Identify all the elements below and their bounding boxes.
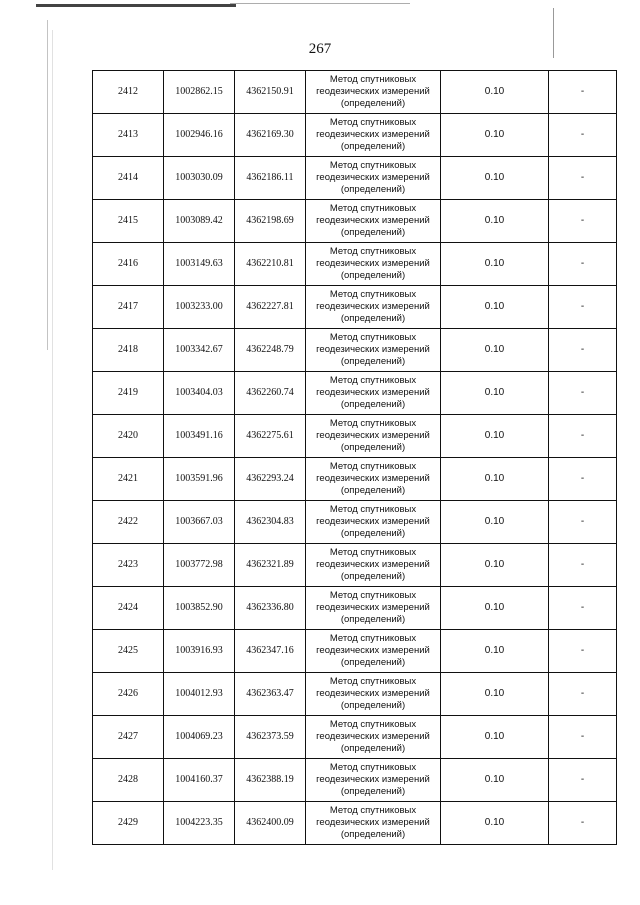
method-text-line2: геодезических измерений: [316, 172, 430, 183]
y-coordinate-cell: 4362304.83: [235, 501, 306, 544]
method-text-line2: геодезических измерений: [316, 774, 430, 785]
point-number-cell: 2420: [93, 415, 164, 458]
accuracy-cell: 0.10: [441, 716, 549, 759]
point-number-cell: 2424: [93, 587, 164, 630]
scan-artifact-top-faint: [230, 3, 410, 4]
method-text-line2: геодезических измерений: [316, 344, 430, 355]
point-number-cell: 2425: [93, 630, 164, 673]
x-coordinate-cell: 1003852.90: [164, 587, 235, 630]
method-text-line1: Метод спутниковых: [329, 762, 417, 773]
note-cell: -: [549, 71, 617, 114]
method-text-line1: Метод спутниковых: [329, 590, 417, 601]
table-row: [93, 415, 617, 458]
accuracy-cell: 0.10: [441, 544, 549, 587]
method-text-line1: Метод спутниковых: [329, 117, 417, 128]
method-text-line1: Метод спутниковых: [329, 633, 417, 644]
note-cell: -: [549, 200, 617, 243]
point-number-cell: 2412: [93, 71, 164, 114]
table-row: [93, 372, 617, 415]
method-text-line2: геодезических измерений: [316, 387, 430, 398]
accuracy-cell: 0.10: [441, 329, 549, 372]
method-text-line2: геодезических измерений: [316, 817, 430, 828]
table-row: [93, 200, 617, 243]
method-text-line3: (определений): [340, 528, 406, 539]
note-cell: -: [549, 114, 617, 157]
scan-artifact-top: [36, 4, 236, 7]
method-text-line3: (определений): [340, 313, 406, 324]
point-number-cell: 2426: [93, 673, 164, 716]
y-coordinate-cell: 4362336.80: [235, 587, 306, 630]
x-coordinate-cell: 1003772.98: [164, 544, 235, 587]
method-text-line3: (определений): [340, 786, 406, 797]
y-coordinate-cell: 4362169.30: [235, 114, 306, 157]
table-row: [93, 587, 617, 630]
accuracy-cell: 0.10: [441, 802, 549, 845]
note-cell: -: [549, 329, 617, 372]
accuracy-cell: 0.10: [441, 243, 549, 286]
x-coordinate-cell: 1003404.03: [164, 372, 235, 415]
x-coordinate-cell: 1003667.03: [164, 501, 235, 544]
method-text-line3: (определений): [340, 442, 406, 453]
x-coordinate-cell: 1004160.37: [164, 759, 235, 802]
x-coordinate-cell: 1003149.63: [164, 243, 235, 286]
coordinates-table-body: [93, 71, 617, 845]
method-cell: [306, 501, 441, 544]
y-coordinate-cell: 4362400.09: [235, 802, 306, 845]
method-text-line3: (определений): [340, 356, 406, 367]
method-cell: [306, 157, 441, 200]
note-cell: -: [549, 759, 617, 802]
method-text-line3: (определений): [340, 657, 406, 668]
y-coordinate-cell: 4362210.81: [235, 243, 306, 286]
accuracy-cell: 0.10: [441, 71, 549, 114]
method-text-line1: Метод спутниковых: [329, 805, 417, 816]
table-row: [93, 501, 617, 544]
point-number-cell: 2419: [93, 372, 164, 415]
method-text-line1: Метод спутниковых: [329, 547, 417, 558]
x-coordinate-cell: 1003030.09: [164, 157, 235, 200]
x-coordinate-cell: 1002946.16: [164, 114, 235, 157]
x-coordinate-cell: 1003342.67: [164, 329, 235, 372]
method-text-line2: геодезических измерений: [316, 86, 430, 97]
page-number: 267: [308, 41, 332, 57]
method-text-line2: геодезических измерений: [316, 559, 430, 570]
point-number-cell: 2415: [93, 200, 164, 243]
accuracy-cell: 0.10: [441, 200, 549, 243]
x-coordinate-cell: 1004223.35: [164, 802, 235, 845]
point-number-cell: 2416: [93, 243, 164, 286]
point-number-cell: 2428: [93, 759, 164, 802]
method-cell: [306, 71, 441, 114]
method-text-line3: (определений): [340, 98, 406, 109]
accuracy-cell: 0.10: [441, 458, 549, 501]
method-cell: [306, 759, 441, 802]
x-coordinate-cell: 1003089.42: [164, 200, 235, 243]
y-coordinate-cell: 4362186.11: [235, 157, 306, 200]
method-text-line1: Метод спутниковых: [329, 676, 417, 687]
point-number-cell: 2414: [93, 157, 164, 200]
method-text-line2: геодезических измерений: [316, 688, 430, 699]
x-coordinate-cell: 1003491.16: [164, 415, 235, 458]
accuracy-cell: 0.10: [441, 673, 549, 716]
y-coordinate-cell: 4362347.16: [235, 630, 306, 673]
table-row: [93, 759, 617, 802]
method-text-line3: (определений): [340, 399, 406, 410]
note-cell: -: [549, 673, 617, 716]
method-text-line3: (определений): [340, 743, 406, 754]
method-text-line3: (определений): [340, 829, 406, 840]
method-text-line2: геодезических измерений: [316, 602, 430, 613]
method-text-line3: (определений): [340, 485, 406, 496]
table-row: [93, 114, 617, 157]
method-text-line2: геодезических измерений: [316, 258, 430, 269]
point-number-cell: 2423: [93, 544, 164, 587]
note-cell: -: [549, 286, 617, 329]
method-text-line1: Метод спутниковых: [329, 289, 417, 300]
table-row: [93, 716, 617, 759]
note-cell: -: [549, 415, 617, 458]
method-text-line3: (определений): [340, 270, 406, 281]
method-cell: [306, 673, 441, 716]
table-row: [93, 329, 617, 372]
table-row: [93, 544, 617, 587]
method-text-line1: Метод спутниковых: [329, 418, 417, 429]
point-number-cell: 2429: [93, 802, 164, 845]
method-text-line2: геодезических измерений: [316, 473, 430, 484]
method-cell: [306, 329, 441, 372]
accuracy-cell: 0.10: [441, 630, 549, 673]
y-coordinate-cell: 4362275.61: [235, 415, 306, 458]
point-number-cell: 2417: [93, 286, 164, 329]
x-coordinate-cell: 1004012.93: [164, 673, 235, 716]
table-row: [93, 286, 617, 329]
method-text-line1: Метод спутниковых: [329, 375, 417, 386]
accuracy-cell: 0.10: [441, 759, 549, 802]
y-coordinate-cell: 4362260.74: [235, 372, 306, 415]
accuracy-cell: 0.10: [441, 587, 549, 630]
method-cell: [306, 458, 441, 501]
y-coordinate-cell: 4362373.59: [235, 716, 306, 759]
method-text-line2: геодезических измерений: [316, 516, 430, 527]
accuracy-cell: 0.10: [441, 415, 549, 458]
method-cell: [306, 544, 441, 587]
y-coordinate-cell: 4362198.69: [235, 200, 306, 243]
table-row: [93, 458, 617, 501]
method-cell: [306, 286, 441, 329]
method-cell: [306, 114, 441, 157]
table-row: [93, 71, 617, 114]
note-cell: -: [549, 587, 617, 630]
y-coordinate-cell: 4362150.91: [235, 71, 306, 114]
y-coordinate-cell: 4362248.79: [235, 329, 306, 372]
method-cell: [306, 372, 441, 415]
x-coordinate-cell: 1003916.93: [164, 630, 235, 673]
method-text-line1: Метод спутниковых: [329, 504, 417, 515]
accuracy-cell: 0.10: [441, 501, 549, 544]
method-text-line3: (определений): [340, 614, 406, 625]
note-cell: -: [549, 501, 617, 544]
method-cell: [306, 587, 441, 630]
note-cell: -: [549, 157, 617, 200]
note-cell: -: [549, 716, 617, 759]
method-text-line1: Метод спутниковых: [329, 461, 417, 472]
note-cell: -: [549, 458, 617, 501]
point-number-cell: 2421: [93, 458, 164, 501]
method-text-line2: геодезических измерений: [316, 645, 430, 656]
x-coordinate-cell: 1003591.96: [164, 458, 235, 501]
accuracy-cell: 0.10: [441, 286, 549, 329]
note-cell: -: [549, 372, 617, 415]
point-number-cell: 2422: [93, 501, 164, 544]
y-coordinate-cell: 4362363.47: [235, 673, 306, 716]
accuracy-cell: 0.10: [441, 372, 549, 415]
method-text-line3: (определений): [340, 141, 406, 152]
method-cell: [306, 630, 441, 673]
method-text-line2: геодезических измерений: [316, 129, 430, 140]
method-text-line2: геодезических измерений: [316, 215, 430, 226]
note-cell: -: [549, 243, 617, 286]
method-text-line3: (определений): [340, 184, 406, 195]
note-cell: -: [549, 544, 617, 587]
method-text-line2: геодезических измерений: [316, 301, 430, 312]
method-text-line3: (определений): [340, 571, 406, 582]
accuracy-cell: 0.10: [441, 114, 549, 157]
coordinates-table: [92, 70, 617, 845]
method-text-line1: Метод спутниковых: [329, 719, 417, 730]
method-text-line3: (определений): [340, 227, 406, 238]
scan-artifact-left: [47, 20, 48, 350]
method-cell: [306, 802, 441, 845]
method-cell: [306, 200, 441, 243]
table-row: [93, 157, 617, 200]
method-text-line1: Метод спутниковых: [329, 246, 417, 257]
note-cell: -: [549, 630, 617, 673]
y-coordinate-cell: 4362293.24: [235, 458, 306, 501]
table-row: [93, 243, 617, 286]
method-cell: [306, 716, 441, 759]
y-coordinate-cell: 4362227.81: [235, 286, 306, 329]
accuracy-cell: 0.10: [441, 157, 549, 200]
method-text-line1: Метод спутниковых: [329, 160, 417, 171]
method-cell: [306, 415, 441, 458]
y-coordinate-cell: 4362321.89: [235, 544, 306, 587]
y-coordinate-cell: 4362388.19: [235, 759, 306, 802]
point-number-cell: 2427: [93, 716, 164, 759]
method-text-line2: геодезических измерений: [316, 430, 430, 441]
method-cell: [306, 243, 441, 286]
method-text-line1: Метод спутниковых: [329, 332, 417, 343]
table-row: [93, 802, 617, 845]
method-text-line3: (определений): [340, 700, 406, 711]
x-coordinate-cell: 1002862.15: [164, 71, 235, 114]
x-coordinate-cell: 1003233.00: [164, 286, 235, 329]
table-row: [93, 630, 617, 673]
scan-artifact-left-faint: [52, 30, 53, 870]
method-text-line1: Метод спутниковых: [329, 203, 417, 214]
point-number-cell: 2413: [93, 114, 164, 157]
table-row: [93, 673, 617, 716]
x-coordinate-cell: 1004069.23: [164, 716, 235, 759]
method-text-line2: геодезических измерений: [316, 731, 430, 742]
method-text-line1: Метод спутниковых: [329, 74, 417, 85]
point-number-cell: 2418: [93, 329, 164, 372]
note-cell: -: [549, 802, 617, 845]
